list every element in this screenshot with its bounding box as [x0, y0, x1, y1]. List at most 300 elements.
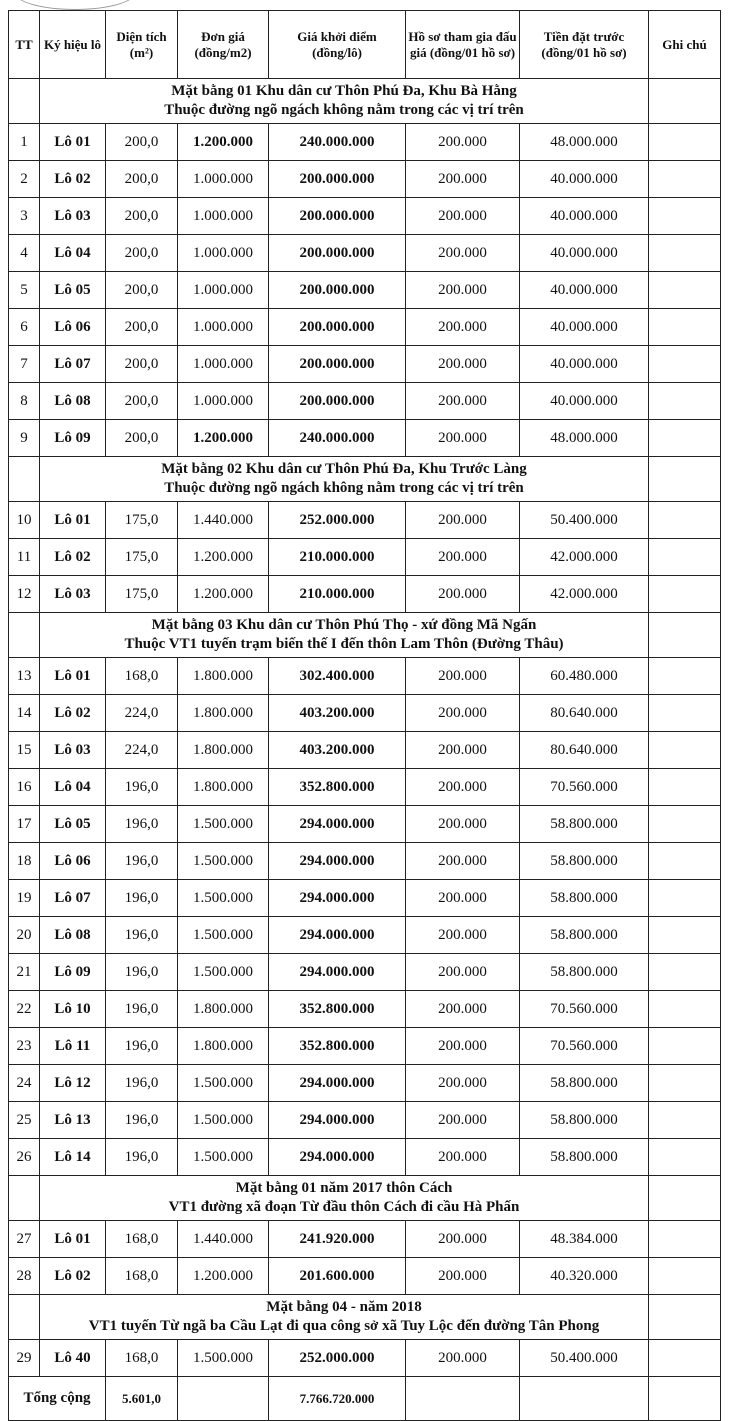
cell-note: [649, 1221, 721, 1258]
cell-start-price: 200.000.000: [269, 272, 406, 309]
cell-unit-price: 1.800.000: [178, 695, 269, 732]
cell-start-price: 240.000.000: [269, 420, 406, 457]
section-empty-cell: [649, 79, 721, 124]
cell-lot: Lô 02: [40, 1258, 106, 1295]
cell-unit-price: 1.800.000: [178, 769, 269, 806]
cell-dossier-fee: 200.000: [406, 880, 520, 917]
cell-note: [649, 880, 721, 917]
cell-deposit: 40.320.000: [520, 1258, 649, 1295]
cell-start-price: 294.000.000: [269, 1102, 406, 1139]
cell-dossier-fee: 200.000: [406, 420, 520, 457]
cell-area: 196,0: [106, 917, 178, 954]
table-row: [9, 1340, 721, 1377]
table-row: [9, 991, 721, 1028]
cell-area: 200,0: [106, 124, 178, 161]
cell-deposit: 42.000.000: [520, 539, 649, 576]
cell-note: [649, 1258, 721, 1295]
header-tien-dat-truoc: Tiền đặt trước (đồng/01 hồ sơ): [520, 11, 649, 79]
cell-area: 200,0: [106, 198, 178, 235]
cell-tt: 11: [9, 539, 40, 576]
total-empty-cell: [178, 1377, 269, 1421]
cell-note: [649, 1028, 721, 1065]
cell-lot: Lô 08: [40, 917, 106, 954]
total-empty-cell: [520, 1377, 649, 1421]
cell-area: 168,0: [106, 1340, 178, 1377]
cell-deposit: 58.800.000: [520, 806, 649, 843]
cell-unit-price: 1.800.000: [178, 658, 269, 695]
cell-area: 196,0: [106, 1102, 178, 1139]
cell-unit-price: 1.200.000: [178, 539, 269, 576]
section-title-line2: VT1 đường xã đoạn Từ đầu thôn Cách đi cầu Hà Phấn: [168, 1199, 520, 1215]
cell-start-price: 201.600.000: [269, 1258, 406, 1295]
cell-tt: 5: [9, 272, 40, 309]
cell-note: [649, 161, 721, 198]
table-row: [9, 917, 721, 954]
cell-lot: Lô 03: [40, 576, 106, 613]
cell-dossier-fee: 200.000: [406, 576, 520, 613]
cell-deposit: 40.000.000: [520, 346, 649, 383]
section-title-line1: Mặt bằng 02 Khu dân cư Thôn Phú Đa, Khu Trước Làng: [161, 461, 527, 477]
total-label: Tổng cộng: [9, 1377, 106, 1421]
cell-area: 196,0: [106, 1065, 178, 1102]
cell-unit-price: 1.800.000: [178, 732, 269, 769]
table-row: [9, 954, 721, 991]
cell-lot: Lô 06: [40, 309, 106, 346]
cell-lot: Lô 09: [40, 420, 106, 457]
cell-deposit: 48.000.000: [520, 420, 649, 457]
cell-unit-price: 1.500.000: [178, 1139, 269, 1176]
cell-dossier-fee: 200.000: [406, 124, 520, 161]
section-empty-cell: [9, 457, 40, 502]
table-row: [9, 1221, 721, 1258]
cell-deposit: 40.000.000: [520, 161, 649, 198]
cell-note: [649, 1139, 721, 1176]
cell-area: 175,0: [106, 576, 178, 613]
total-empty-cell: [649, 1377, 721, 1421]
section-header-row: [9, 1176, 721, 1221]
cell-lot: Lô 08: [40, 383, 106, 420]
section-empty-cell: [649, 1295, 721, 1340]
cell-unit-price: 1.000.000: [178, 309, 269, 346]
total-gia-khoi-diem: 7.766.720.000: [269, 1377, 406, 1421]
cell-area: 196,0: [106, 991, 178, 1028]
cell-dossier-fee: 200.000: [406, 309, 520, 346]
table-row: [9, 198, 721, 235]
cell-dossier-fee: 200.000: [406, 917, 520, 954]
cell-dossier-fee: 200.000: [406, 235, 520, 272]
cell-dossier-fee: 200.000: [406, 539, 520, 576]
cell-lot: Lô 02: [40, 161, 106, 198]
cell-tt: 20: [9, 917, 40, 954]
cell-lot: Lô 01: [40, 658, 106, 695]
cell-unit-price: 1.000.000: [178, 272, 269, 309]
cell-tt: 16: [9, 769, 40, 806]
cell-start-price: 200.000.000: [269, 309, 406, 346]
table-row: [9, 272, 721, 309]
cell-unit-price: 1.800.000: [178, 991, 269, 1028]
cell-dossier-fee: 200.000: [406, 346, 520, 383]
cell-area: 168,0: [106, 1221, 178, 1258]
table-row: [9, 1258, 721, 1295]
cell-dossier-fee: 200.000: [406, 161, 520, 198]
cell-note: [649, 769, 721, 806]
cell-dossier-fee: 200.000: [406, 658, 520, 695]
cell-note: [649, 309, 721, 346]
cell-note: [649, 539, 721, 576]
cell-unit-price: 1.200.000: [178, 576, 269, 613]
cell-dossier-fee: 200.000: [406, 1221, 520, 1258]
cell-tt: 22: [9, 991, 40, 1028]
cell-start-price: 200.000.000: [269, 198, 406, 235]
cell-dossier-fee: 200.000: [406, 954, 520, 991]
cell-unit-price: 1.800.000: [178, 1028, 269, 1065]
cell-note: [649, 420, 721, 457]
cell-tt: 26: [9, 1139, 40, 1176]
cell-tt: 13: [9, 658, 40, 695]
cell-start-price: 241.920.000: [269, 1221, 406, 1258]
cell-dossier-fee: 200.000: [406, 1139, 520, 1176]
cell-tt: 15: [9, 732, 40, 769]
cell-unit-price: 1.440.000: [178, 502, 269, 539]
cell-tt: 6: [9, 309, 40, 346]
table-row: [9, 576, 721, 613]
cell-lot: Lô 07: [40, 880, 106, 917]
cell-tt: 24: [9, 1065, 40, 1102]
cell-deposit: 80.640.000: [520, 732, 649, 769]
table-row: [9, 161, 721, 198]
cell-note: [649, 383, 721, 420]
table-row: [9, 806, 721, 843]
cell-unit-price: 1.500.000: [178, 880, 269, 917]
cell-area: 196,0: [106, 880, 178, 917]
section-title: [40, 457, 649, 502]
section-title: [40, 613, 649, 658]
cell-note: [649, 124, 721, 161]
section-title-line2: Thuộc VT1 tuyến trạm biến thế I đến thôn Lam Thôn (Đường Thâu): [124, 636, 564, 652]
header-don-gia: Đơn giá (đồng/m2): [178, 11, 269, 79]
cell-dossier-fee: 200.000: [406, 1340, 520, 1377]
cell-lot: Lô 09: [40, 954, 106, 991]
section-title-line1: Mặt bằng 04 - năm 2018: [266, 1299, 422, 1315]
cell-tt: 29: [9, 1340, 40, 1377]
cell-start-price: 294.000.000: [269, 1065, 406, 1102]
cell-start-price: 352.800.000: [269, 1028, 406, 1065]
cell-deposit: 40.000.000: [520, 235, 649, 272]
section-title: [40, 1176, 649, 1221]
table-row: [9, 346, 721, 383]
cell-note: [649, 1340, 721, 1377]
cell-area: 200,0: [106, 161, 178, 198]
cell-start-price: 352.800.000: [269, 991, 406, 1028]
cell-tt: 2: [9, 161, 40, 198]
cell-note: [649, 991, 721, 1028]
cell-deposit: 40.000.000: [520, 309, 649, 346]
cell-start-price: 294.000.000: [269, 880, 406, 917]
cell-area: 175,0: [106, 502, 178, 539]
section-header-row: [9, 613, 721, 658]
cell-tt: 10: [9, 502, 40, 539]
cell-unit-price: 1.500.000: [178, 806, 269, 843]
cell-lot: Lô 01: [40, 1221, 106, 1258]
section-title-line2: VT1 tuyến Từ ngã ba Cầu Lạt đi qua công sở xã Tuy Lộc đến đường Tân Phong: [88, 1318, 600, 1334]
cell-deposit: 58.800.000: [520, 1065, 649, 1102]
total-empty-cell: [406, 1377, 520, 1421]
cell-tt: 14: [9, 695, 40, 732]
cell-area: 196,0: [106, 954, 178, 991]
cell-unit-price: 1.500.000: [178, 1065, 269, 1102]
auction-lot-table: [8, 10, 721, 1421]
cell-note: [649, 954, 721, 991]
section-empty-cell: [649, 613, 721, 658]
cell-lot: Lô 40: [40, 1340, 106, 1377]
cell-tt: 23: [9, 1028, 40, 1065]
cell-note: [649, 658, 721, 695]
header-tt: TT: [9, 11, 40, 79]
cell-dossier-fee: 200.000: [406, 1028, 520, 1065]
cell-unit-price: 1.200.000: [178, 124, 269, 161]
cell-deposit: 40.000.000: [520, 198, 649, 235]
cell-note: [649, 272, 721, 309]
cell-start-price: 294.000.000: [269, 1139, 406, 1176]
cell-tt: 28: [9, 1258, 40, 1295]
cell-unit-price: 1.500.000: [178, 1102, 269, 1139]
cell-lot: Lô 05: [40, 272, 106, 309]
cell-lot: Lô 04: [40, 769, 106, 806]
cell-deposit: 60.480.000: [520, 658, 649, 695]
cell-deposit: 58.800.000: [520, 954, 649, 991]
cell-tt: 8: [9, 383, 40, 420]
table-row: [9, 1139, 721, 1176]
table-row: [9, 1102, 721, 1139]
cell-unit-price: 1.440.000: [178, 1221, 269, 1258]
header-row: [9, 11, 721, 79]
cell-lot: Lô 07: [40, 346, 106, 383]
cell-tt: 3: [9, 198, 40, 235]
cell-dossier-fee: 200.000: [406, 1258, 520, 1295]
table-row: [9, 539, 721, 576]
cell-area: 168,0: [106, 1258, 178, 1295]
cell-dossier-fee: 200.000: [406, 502, 520, 539]
cell-start-price: 294.000.000: [269, 917, 406, 954]
cell-dossier-fee: 200.000: [406, 769, 520, 806]
section-title: [40, 1295, 649, 1340]
cell-dossier-fee: 200.000: [406, 695, 520, 732]
cell-deposit: 70.560.000: [520, 991, 649, 1028]
table-row: [9, 1028, 721, 1065]
cell-tt: 21: [9, 954, 40, 991]
table-row: [9, 502, 721, 539]
cell-area: 224,0: [106, 695, 178, 732]
cell-area: 200,0: [106, 346, 178, 383]
cell-note: [649, 198, 721, 235]
cell-dossier-fee: 200.000: [406, 272, 520, 309]
cell-area: 200,0: [106, 235, 178, 272]
cell-lot: Lô 13: [40, 1102, 106, 1139]
section-empty-cell: [9, 79, 40, 124]
cell-start-price: 302.400.000: [269, 658, 406, 695]
section-header-row: [9, 79, 721, 124]
cell-start-price: 294.000.000: [269, 806, 406, 843]
cell-unit-price: 1.500.000: [178, 1340, 269, 1377]
cell-deposit: 48.000.000: [520, 124, 649, 161]
cell-deposit: 58.800.000: [520, 917, 649, 954]
cell-start-price: 252.000.000: [269, 1340, 406, 1377]
cell-lot: Lô 01: [40, 502, 106, 539]
header-ky-hieu: Ký hiệu lô: [40, 11, 106, 79]
table-row: [9, 695, 721, 732]
cell-start-price: 403.200.000: [269, 732, 406, 769]
cell-deposit: 50.400.000: [520, 502, 649, 539]
cell-note: [649, 806, 721, 843]
table-row: [9, 843, 721, 880]
cell-unit-price: 1.000.000: [178, 198, 269, 235]
header-gia-khoi-diem: Giá khởi điểm (đồng/lô): [269, 11, 406, 79]
cell-dossier-fee: 200.000: [406, 732, 520, 769]
cell-lot: Lô 02: [40, 695, 106, 732]
cell-dossier-fee: 200.000: [406, 383, 520, 420]
cell-area: 196,0: [106, 806, 178, 843]
header-dien-tich: Diện tích (m²): [106, 11, 178, 79]
cell-lot: Lô 03: [40, 732, 106, 769]
cell-deposit: 80.640.000: [520, 695, 649, 732]
cell-start-price: 252.000.000: [269, 502, 406, 539]
cell-note: [649, 695, 721, 732]
cell-start-price: 200.000.000: [269, 346, 406, 383]
cell-start-price: 352.800.000: [269, 769, 406, 806]
cell-dossier-fee: 200.000: [406, 1102, 520, 1139]
cell-dossier-fee: 200.000: [406, 991, 520, 1028]
section-title-line2: Thuộc đường ngõ ngách không nằm trong các vị trí trên: [164, 102, 524, 118]
section-empty-cell: [649, 457, 721, 502]
cell-lot: Lô 10: [40, 991, 106, 1028]
cell-dossier-fee: 200.000: [406, 806, 520, 843]
table-row: [9, 732, 721, 769]
cell-deposit: 42.000.000: [520, 576, 649, 613]
cell-lot: Lô 03: [40, 198, 106, 235]
cell-tt: 17: [9, 806, 40, 843]
table-body: [9, 79, 721, 1421]
table-row: [9, 235, 721, 272]
cell-note: [649, 843, 721, 880]
cell-deposit: 70.560.000: [520, 769, 649, 806]
cell-tt: 12: [9, 576, 40, 613]
cell-deposit: 40.000.000: [520, 272, 649, 309]
table-row: [9, 880, 721, 917]
cell-start-price: 294.000.000: [269, 954, 406, 991]
section-header-row: [9, 1295, 721, 1340]
section-empty-cell: [649, 1176, 721, 1221]
cell-area: 175,0: [106, 539, 178, 576]
header-ho-so: Hồ sơ tham gia đấu giá (đồng/01 hồ sơ): [406, 11, 520, 79]
cell-start-price: 210.000.000: [269, 539, 406, 576]
cell-unit-price: 1.500.000: [178, 954, 269, 991]
cell-start-price: 200.000.000: [269, 161, 406, 198]
cell-note: [649, 917, 721, 954]
cell-note: [649, 1102, 721, 1139]
section-header-row: [9, 457, 721, 502]
section-title-line1: Mặt bằng 03 Khu dân cư Thôn Phú Thọ - xứ đồng Mã Ngấn: [151, 617, 537, 633]
cell-area: 200,0: [106, 383, 178, 420]
cell-note: [649, 346, 721, 383]
cell-note: [649, 1065, 721, 1102]
section-title: [40, 79, 649, 124]
header-ghi-chu: Ghi chú: [649, 11, 721, 79]
cell-deposit: 50.400.000: [520, 1340, 649, 1377]
cell-dossier-fee: 200.000: [406, 843, 520, 880]
cell-area: 168,0: [106, 658, 178, 695]
cell-tt: 1: [9, 124, 40, 161]
cell-tt: 19: [9, 880, 40, 917]
cell-start-price: 294.000.000: [269, 843, 406, 880]
cell-unit-price: 1.000.000: [178, 383, 269, 420]
cell-unit-price: 1.000.000: [178, 235, 269, 272]
cell-deposit: 40.000.000: [520, 383, 649, 420]
cell-start-price: 240.000.000: [269, 124, 406, 161]
table-row: [9, 420, 721, 457]
cell-area: 224,0: [106, 732, 178, 769]
cell-deposit: 58.800.000: [520, 1139, 649, 1176]
cell-unit-price: 1.200.000: [178, 420, 269, 457]
cell-area: 200,0: [106, 420, 178, 457]
cell-area: 200,0: [106, 309, 178, 346]
cell-lot: Lô 05: [40, 806, 106, 843]
table-row: [9, 658, 721, 695]
cell-start-price: 403.200.000: [269, 695, 406, 732]
total-dien-tich: 5.601,0: [106, 1377, 178, 1421]
cell-note: [649, 502, 721, 539]
cell-dossier-fee: 200.000: [406, 1065, 520, 1102]
table-row: [9, 124, 721, 161]
cell-deposit: 48.384.000: [520, 1221, 649, 1258]
table-row: [9, 769, 721, 806]
cell-tt: 7: [9, 346, 40, 383]
cell-start-price: 200.000.000: [269, 383, 406, 420]
cell-unit-price: 1.200.000: [178, 1258, 269, 1295]
stamp-seal: [14, 0, 136, 10]
cell-deposit: 58.800.000: [520, 880, 649, 917]
cell-dossier-fee: 200.000: [406, 198, 520, 235]
section-empty-cell: [9, 1295, 40, 1340]
cell-deposit: 58.800.000: [520, 843, 649, 880]
cell-lot: Lô 02: [40, 539, 106, 576]
cell-tt: 27: [9, 1221, 40, 1258]
cell-area: 196,0: [106, 769, 178, 806]
cell-start-price: 210.000.000: [269, 576, 406, 613]
cell-area: 196,0: [106, 1028, 178, 1065]
table-row: [9, 383, 721, 420]
cell-unit-price: 1.000.000: [178, 346, 269, 383]
table-row: [9, 1065, 721, 1102]
cell-deposit: 70.560.000: [520, 1028, 649, 1065]
cell-note: [649, 576, 721, 613]
cell-lot: Lô 04: [40, 235, 106, 272]
cell-lot: Lô 14: [40, 1139, 106, 1176]
cell-tt: 4: [9, 235, 40, 272]
total-row: [9, 1377, 721, 1421]
section-title-line1: Mặt bằng 01 năm 2017 thôn Cách: [235, 1180, 453, 1196]
cell-note: [649, 235, 721, 272]
cell-lot: Lô 11: [40, 1028, 106, 1065]
section-title-line1: Mặt bằng 01 Khu dân cư Thôn Phú Đa, Khu Bà Hằng: [171, 83, 517, 99]
table-row: [9, 309, 721, 346]
cell-area: 196,0: [106, 1139, 178, 1176]
cell-note: [649, 732, 721, 769]
cell-area: 200,0: [106, 272, 178, 309]
cell-lot: Lô 06: [40, 843, 106, 880]
cell-start-price: 200.000.000: [269, 235, 406, 272]
cell-unit-price: 1.500.000: [178, 917, 269, 954]
cell-deposit: 58.800.000: [520, 1102, 649, 1139]
